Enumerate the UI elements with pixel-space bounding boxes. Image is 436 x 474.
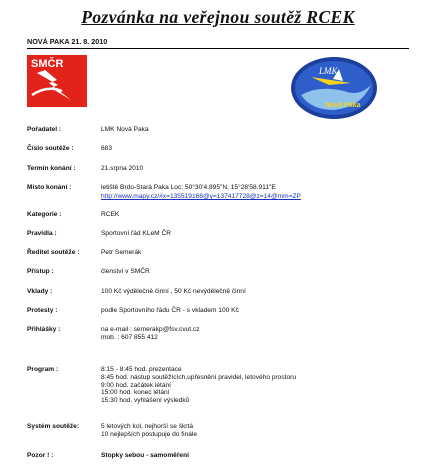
label-reditel: Ředitel soutěže : [27, 249, 80, 256]
label-protesty: Protesty : [27, 307, 58, 314]
lmk-logo-text-bottom: Nová Paka [325, 102, 361, 109]
program-line: 8:45 hod. nástup soutěžících,upřesnění pravidel, letového prostoru [101, 373, 297, 381]
lmk-logo [289, 55, 379, 121]
label-pozor: Pozor ! : [27, 452, 54, 459]
prihlasky-email: na e-mail : semerakp@fsv.cvut.cz [101, 326, 200, 333]
label-program: Program : [27, 366, 59, 373]
label-pravidla: Pravidla : [27, 230, 57, 237]
program-line: 15:30 hod. vyhlášení výsledků [101, 397, 190, 405]
value-reditel: Petr Semerák [101, 249, 142, 256]
system-line: 10 nejlepších postupuje do finále [101, 430, 198, 438]
value-misto: letiště Brdo-Stará Paka Loc: 50°30'4.895"N, 15°28'58.911"E [101, 184, 276, 191]
smcr-logo [27, 55, 87, 107]
label-pristup: Přístup : [27, 268, 54, 275]
label-system: Systém soutěže: [27, 423, 80, 430]
value-pravidla: Sportovní řád KLeM ČR [101, 230, 171, 237]
label-prihlasky: Přihlášky : [27, 326, 61, 333]
value-prihlasky [101, 326, 200, 342]
value-program [101, 366, 296, 405]
program-line: 8:15 - 8:45 hod. prezentace [101, 366, 182, 373]
page-title: Pozvánka na veřejnou soutěž RCEK [81, 7, 355, 27]
value-pristup: členství v SMČR [101, 268, 150, 275]
value-vklady: 100 Kč výdělečně činní , 50 Kč nevýdělečně činní [101, 288, 246, 295]
value-system [101, 423, 197, 439]
label-vklady: Vklady : [27, 288, 53, 295]
value-poradatel: LMK Nová Paka [101, 126, 149, 133]
map-link[interactable]: http://www.mapy.cz/#x=135519168@y=137417728@z=14@mm=ZP [101, 193, 301, 200]
label-misto: Místo konání : [27, 184, 72, 191]
label-kategorie: Kategorie : [27, 211, 62, 218]
label-poradatel: Pořadatel : [27, 126, 62, 133]
system-line: 5 letových kol, nejhorší se škrtá [101, 423, 193, 430]
header-divider [27, 48, 409, 49]
value-kategorie: RCEK [101, 211, 120, 218]
value-termin: 21.srpna 2010 [101, 165, 144, 172]
value-protesty: podle Sportovního řádu ČR - s vkladem 100 Kč [101, 307, 239, 314]
smcr-logo-text: SMČR [31, 58, 64, 70]
value-cislo: 683 [101, 145, 113, 152]
header-date: NOVÁ PAKA 21. 8. 2010 [27, 37, 108, 46]
program-line: 9:00 hod. začátek létání [101, 381, 172, 389]
prihlasky-mobile: mob. : 607 855 412 [101, 333, 158, 341]
value-pozor: Stopky sebou - samoměření [101, 452, 189, 459]
label-cislo: Číslo soutěže : [27, 145, 74, 152]
lmk-logo-text-top: LMK [319, 66, 338, 76]
program-line: 15:00 hod. konec létání [101, 389, 170, 397]
label-termin: Termín konání : [27, 165, 76, 172]
